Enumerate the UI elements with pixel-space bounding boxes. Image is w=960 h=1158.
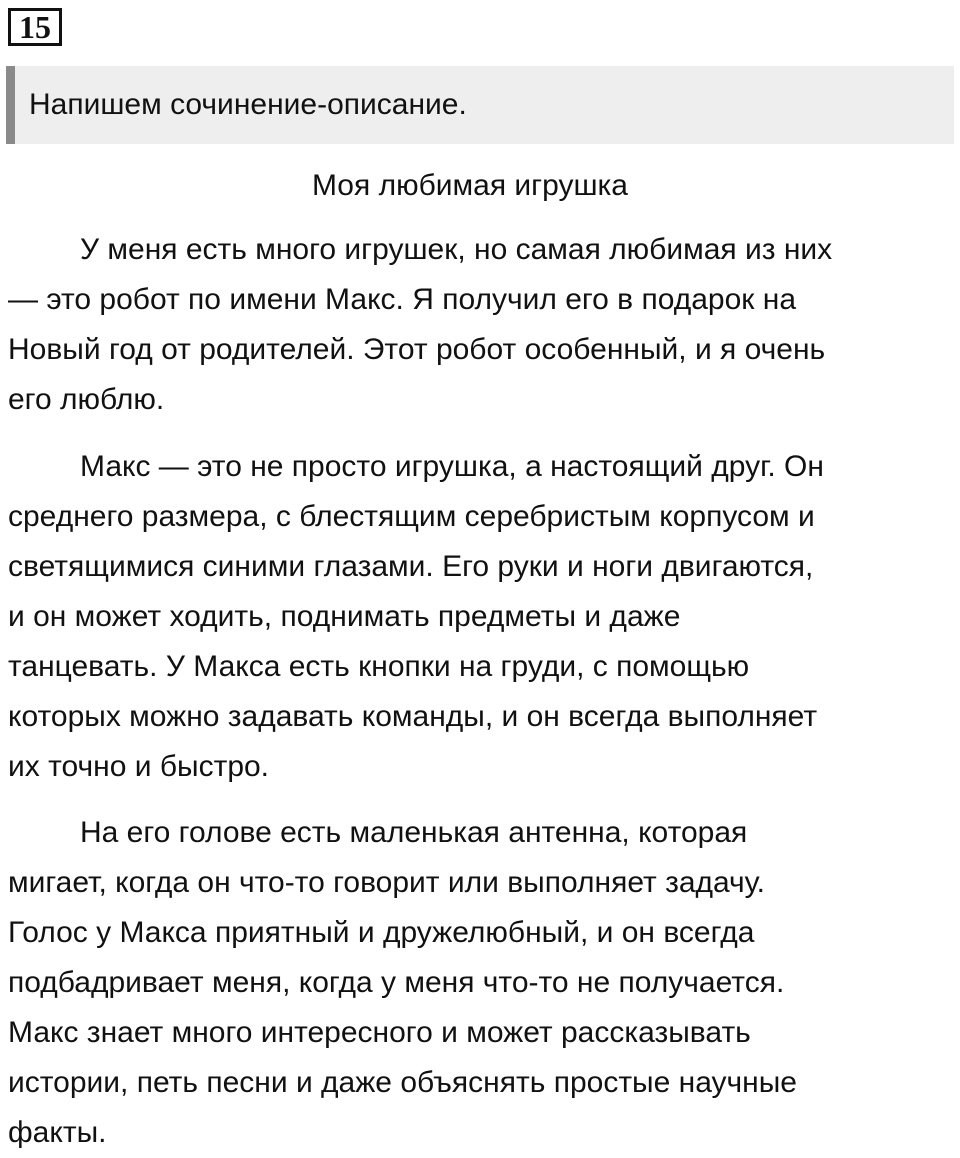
paragraph-line: его люблю. bbox=[8, 383, 165, 416]
paragraph-line: На его голове есть маленькая антенна, которая bbox=[80, 816, 748, 849]
paragraph-line: истории, петь песни и даже объяснять простые научные bbox=[8, 1066, 797, 1099]
instruction-banner bbox=[6, 66, 954, 144]
paragraph-line: факты. bbox=[8, 1116, 107, 1149]
paragraph-line: их точно и быстро. bbox=[8, 750, 270, 783]
essay-title: Моя любимая игрушка bbox=[311, 169, 628, 202]
paragraph-line: танцевать. У Макса есть кнопки на груди, с помощью bbox=[8, 650, 750, 683]
paragraph-line: среднего размера, с блестящим серебристым корпусом и bbox=[8, 500, 815, 533]
paragraph-line: Макс — это не просто игрушка, а настоящий друг. Он bbox=[80, 450, 824, 483]
paragraph-line: которых можно задавать команды, и он всегда выполняет bbox=[8, 700, 818, 733]
essay-paragraph-1 bbox=[8, 225, 832, 425]
paragraph-line: Новый год от родителей. Этот робот особенный, и я очень bbox=[8, 333, 826, 366]
paragraph-line: подбадривает меня, когда у меня что-то не получается. bbox=[8, 966, 785, 999]
paragraph-line: Макс знает много интересного и может рассказывать bbox=[8, 1016, 751, 1049]
paragraph-line: Голос у Макса приятный и дружелюбный, и он всегда bbox=[8, 916, 755, 949]
paragraph-line: светящимися синими глазами. Его руки и ноги двигаются, bbox=[8, 550, 814, 583]
paragraph-line: и он может ходить, поднимать предметы и даже bbox=[8, 600, 681, 633]
paragraph-line: — это робот по имени Макс. Я получил его в подарок на bbox=[8, 283, 796, 316]
paragraph-line: У меня есть много игрушек, но самая любимая из них bbox=[80, 233, 833, 266]
paragraph-line: мигает, когда он что-то говорит или выполняет задачу. bbox=[8, 866, 766, 899]
essay-paragraph-3 bbox=[8, 808, 797, 1158]
essay-paragraph-2 bbox=[8, 442, 824, 792]
task-number-badge: 15 bbox=[8, 8, 62, 46]
instruction-text: Напишем сочинение-описание. bbox=[29, 88, 467, 121]
